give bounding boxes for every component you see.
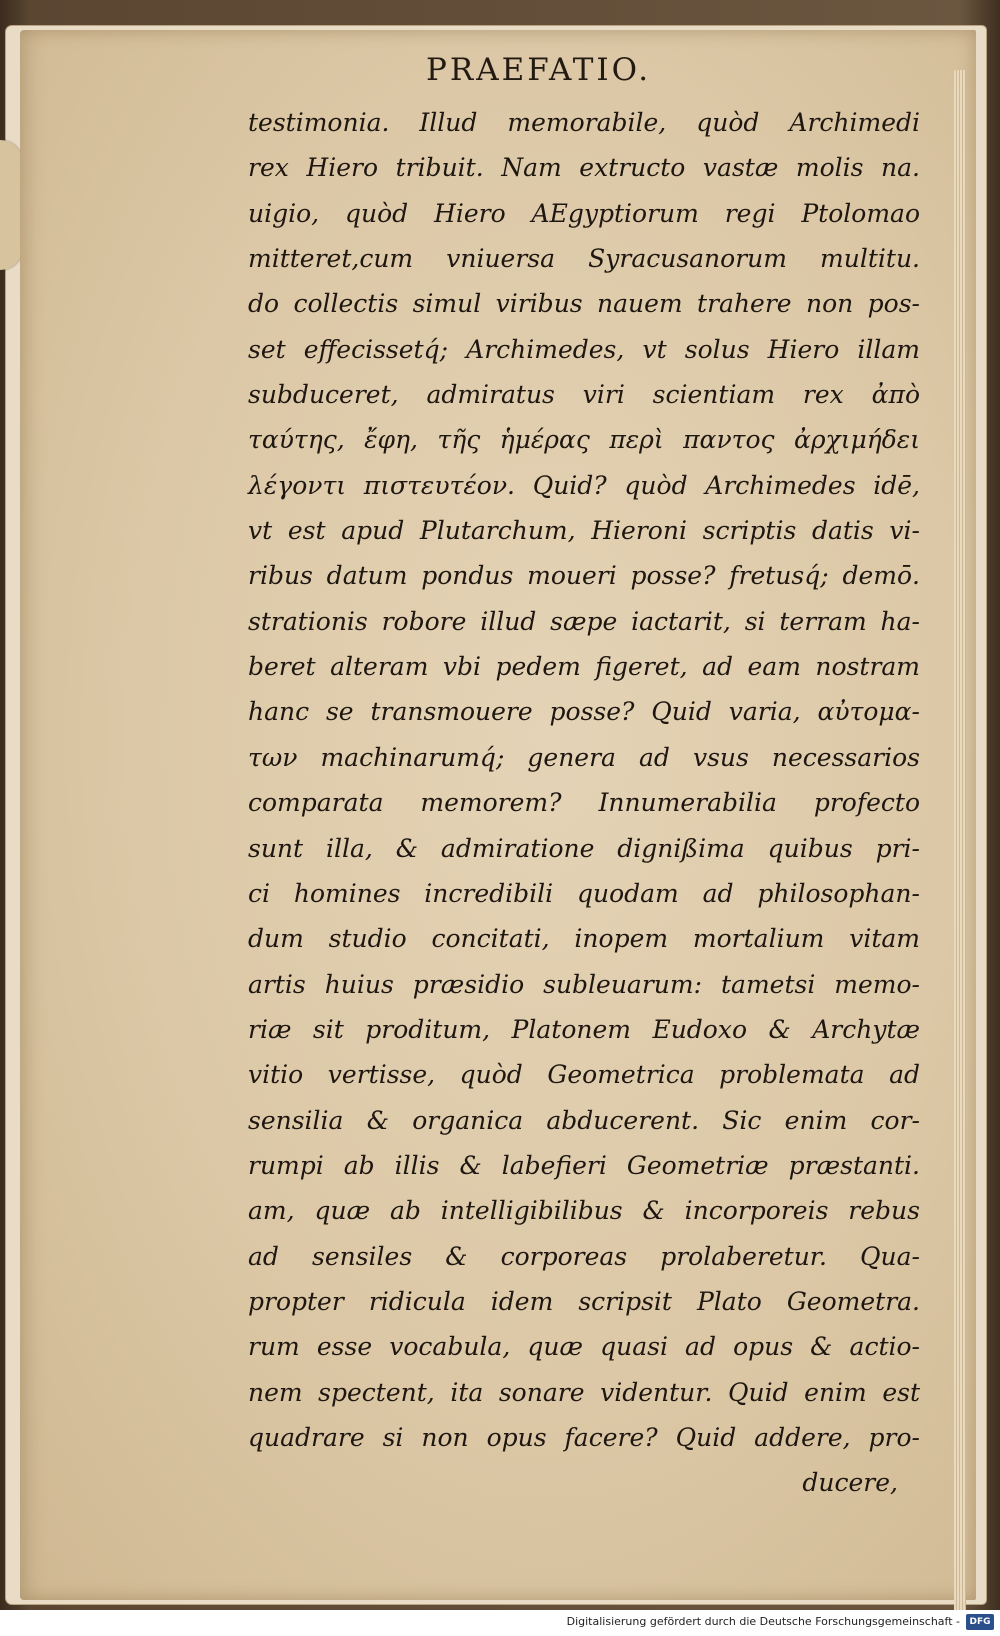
text-line: artis huius præsidio subleuarum: tametsi memo-: [248, 969, 920, 999]
text-line: comparata memorem? Innumerabilia profecto: [248, 788, 920, 818]
text-line: testimonia. Illud memorabile, quòd Archimedi: [248, 108, 920, 137]
text-line: ad sensiles & corporeas prolaberetur. Qua-: [248, 1241, 920, 1271]
text-line: propter ridicula idem scripsit Plato Geometra.: [248, 1286, 920, 1316]
page-tab: [0, 140, 22, 270]
text-line: beret alteram vbi pedem figeret, ad eam nostram: [248, 652, 920, 682]
text-line: λέγοντι πιστευτέον. Quid? quòd Archimedes idē,: [248, 470, 920, 500]
text-line: rum esse vocabula, quæ quasi ad opus & actio-: [248, 1332, 920, 1362]
text-line: am, quæ ab intelligibilibus & incorporeis rebus: [248, 1196, 920, 1226]
text-line: ducere,: [802, 1468, 898, 1498]
text-line: rex Hiero tribuit. Nam extructo vastæ molis na.: [248, 153, 920, 183]
footer-bar: [0, 1610, 1000, 1636]
dfg-logo-icon: DFG: [966, 1614, 994, 1630]
body-text: [248, 100, 920, 1506]
text-line: uigio, quòd Hiero AEgyptiorum regi Ptolomao: [248, 198, 920, 228]
fore-edge: [954, 70, 966, 1610]
text-line: mitteret,cum vniuersa Syracusanorum multitu.: [248, 244, 920, 274]
text-line: rumpi ab illis & labefieri Geometriæ præstanti.: [248, 1150, 920, 1180]
text-line: sunt illa, & admiratione dignißima quibus pri-: [248, 833, 920, 863]
text-line: των machinarumq́; genera ad vsus necessarios: [248, 742, 920, 772]
text-line: do collectis simul viribus nauem trahere non pos-: [248, 289, 920, 319]
text-line: ταύτης, ἔφη, τῆς ἡμέρας περὶ παντος ἀρχιμήδει: [248, 425, 920, 455]
text-line: nem spectent, ita sonare videntur. Quid enim est: [248, 1377, 920, 1407]
text-line: sensilia & organica abducerent. Sic enim cor-: [248, 1105, 920, 1135]
text-line: ci homines incredibili quodam ad philosophan-: [248, 878, 920, 908]
text-line: vt est apud Plutarchum, Hieroni scriptis datis vi-: [248, 516, 920, 546]
text-line: subduceret, admiratus viri scientiam rex ἀπὸ: [248, 380, 920, 410]
dfg-credit-text: Digitalisierung gefördert durch die Deutsche Forschungsgemeinschaft -: [566, 1615, 960, 1628]
text-line: ribus datum pondus moueri posse? fretusq́; demō.: [248, 561, 920, 591]
text-line: riæ sit proditum, Platonem Eudoxo & Archytæ: [248, 1014, 920, 1044]
text-line: hanc se transmouere posse? Quid varia, αὐτομα-: [248, 697, 920, 727]
text-line: strationis robore illud sæpe iactarit, si terram ha-: [248, 606, 920, 636]
running-head: PRAEFATIO.: [426, 52, 652, 88]
text-line: quadrare si non opus facere? Quid addere, pro-: [248, 1422, 920, 1452]
text-line: vitio vertisse, quòd Geometrica problemata ad: [248, 1060, 920, 1090]
text-line: set effecisset​q́; Archimedes, vt solus Hiero illam: [248, 334, 920, 364]
text-line: dum studio concitati, inopem mortalium vitam: [248, 924, 920, 954]
